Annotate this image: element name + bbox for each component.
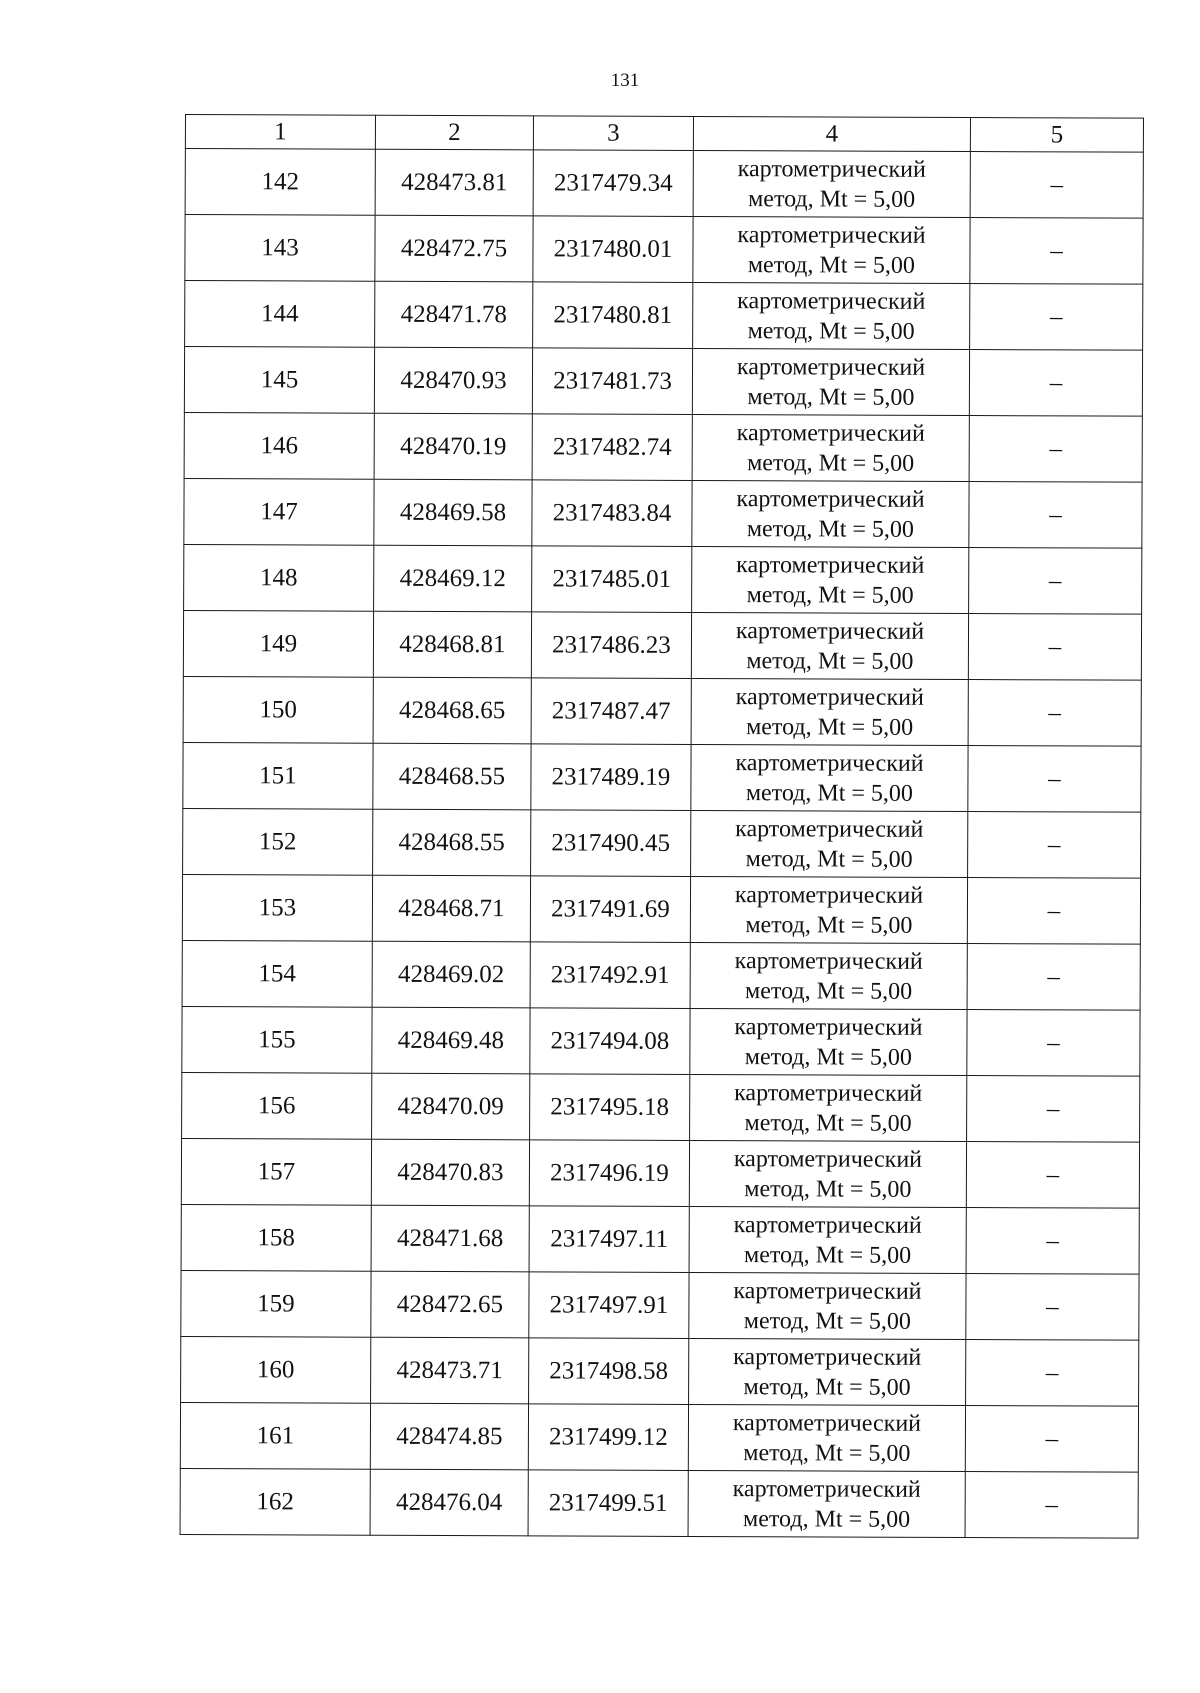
method-line-1: картометрический [736,419,925,447]
method-line-1: картометрический [733,1211,922,1239]
point-number-cell: 150 [183,676,373,743]
x-coordinate-cell: 428476.04 [370,1469,528,1536]
x-coordinate-cell: 428468.65 [373,677,531,744]
note-cell: – [968,812,1141,879]
method-cell [688,1404,965,1471]
y-coordinate-cell: 2317499.51 [528,1470,688,1537]
method-line-2: метод, Mt = 5,00 [745,977,913,1005]
point-number-cell: 148 [184,544,374,611]
method-line-2: метод, Mt = 5,00 [748,185,916,213]
x-coordinate-cell: 428472.65 [371,1271,529,1338]
y-coordinate-cell: 2317497.91 [529,1272,689,1339]
method-cell [691,612,968,679]
method-line-1: картометрический [734,1079,923,1107]
x-coordinate-cell: 428469.02 [372,941,530,1008]
method-line-2: метод, Mt = 5,00 [747,317,915,345]
method-cell [688,1470,965,1537]
point-number-cell: 155 [182,1006,372,1073]
header-row [185,115,1143,153]
method-cell [690,942,967,1009]
point-number-cell: 161 [180,1402,370,1469]
method-cell [693,282,970,349]
method-line-2: метод, Mt = 5,00 [745,911,913,939]
x-coordinate-cell: 428471.68 [371,1205,529,1272]
table-row [184,478,1142,548]
point-number-cell: 152 [183,808,373,875]
method-line-2: метод, Mt = 5,00 [745,845,913,873]
point-number-cell: 151 [183,742,373,809]
x-coordinate-cell: 428471.78 [375,281,533,348]
y-coordinate-cell: 2317497.11 [529,1206,689,1273]
method-cell [689,1338,966,1405]
method-cell [692,546,969,613]
table-row [181,1138,1139,1208]
y-coordinate-cell: 2317495.18 [530,1074,690,1141]
method-line-2: метод, Mt = 5,00 [744,1109,912,1137]
table-row [185,149,1143,219]
note-cell: – [969,548,1142,615]
note-cell: – [968,746,1141,813]
note-cell: – [965,1406,1138,1473]
page-number: 131 [610,70,640,91]
method-line-1: картометрический [737,221,926,249]
method-line-1: картометрический [734,1013,923,1041]
method-line-2: метод, Mt = 5,00 [747,449,915,477]
method-line-2: метод, Mt = 5,00 [747,383,915,411]
method-line-2: метод, Mt = 5,00 [746,515,914,543]
y-coordinate-cell: 2317491.69 [530,876,690,943]
note-cell: – [967,944,1140,1011]
y-coordinate-cell: 2317480.81 [533,282,693,349]
method-line-1: картометрический [735,815,924,843]
table-row [182,1072,1140,1142]
x-coordinate-cell: 428469.48 [372,1007,530,1074]
method-cell [691,810,968,877]
y-coordinate-cell: 2317481.73 [532,348,692,415]
table-row [185,281,1143,351]
note-cell: – [970,284,1143,351]
method-line-1: картометрический [737,155,926,183]
method-cell [689,1272,966,1339]
point-number-cell: 154 [182,940,372,1007]
point-number-cell: 144 [185,281,375,348]
method-cell [692,414,969,481]
method-line-2: метод, Mt = 5,00 [743,1505,911,1533]
method-line-1: картометрический [733,1343,922,1371]
point-number-cell: 145 [184,347,374,414]
x-coordinate-cell: 428468.55 [373,743,531,810]
note-cell: – [966,1208,1139,1275]
point-number-cell: 162 [180,1468,370,1535]
point-number-cell: 157 [181,1138,371,1205]
method-line-1: картометрический [735,617,925,645]
table-row [183,610,1141,680]
x-coordinate-cell: 428468.55 [373,809,531,876]
table-row [182,940,1140,1010]
method-line-2: метод, Mt = 5,00 [744,1043,912,1071]
method-cell [692,480,969,547]
method-line-1: картометрический [737,287,926,315]
x-coordinate-cell: 428470.93 [374,347,532,414]
point-number-cell: 146 [184,412,374,479]
method-cell [690,1074,967,1141]
x-coordinate-cell: 428468.81 [373,611,531,678]
method-line-1: картометрический [734,947,923,975]
table-row [182,874,1140,944]
y-coordinate-cell: 2317487.47 [531,678,691,745]
note-cell: – [969,482,1142,549]
method-line-2: метод, Mt = 5,00 [743,1373,911,1401]
table-body [180,149,1143,1539]
point-number-cell: 159 [181,1270,371,1337]
y-coordinate-cell: 2317485.01 [532,546,692,613]
x-coordinate-cell: 428472.75 [375,215,533,282]
y-coordinate-cell: 2317482.74 [532,414,692,481]
method-line-1: картометрический [736,551,925,579]
point-number-cell: 142 [185,149,375,216]
method-cell [693,150,970,217]
point-number-cell: 153 [182,874,372,941]
x-coordinate-cell: 428474.85 [370,1403,528,1470]
table-row [181,1204,1139,1274]
point-number-cell: 158 [181,1204,371,1271]
note-cell: – [967,878,1140,945]
header-col-4: 4 [693,116,970,151]
y-coordinate-cell: 2317489.19 [531,744,691,811]
note-cell: – [970,152,1143,219]
coordinates-table [180,114,1144,1539]
x-coordinate-cell: 428473.71 [371,1337,529,1404]
note-cell: – [966,1274,1139,1341]
method-line-2: метод, Mt = 5,00 [744,1175,912,1203]
table-row [183,676,1141,746]
header-col-2: 2 [375,115,533,150]
method-line-1: картометрический [733,1145,923,1173]
method-cell [689,1140,966,1207]
table-row [183,808,1141,878]
note-cell: – [966,1340,1139,1407]
method-line-1: картометрический [735,683,924,711]
note-cell: – [965,1472,1138,1539]
y-coordinate-cell: 2317499.12 [528,1404,688,1471]
y-coordinate-cell: 2317486.23 [531,612,691,679]
point-number-cell: 143 [185,215,375,282]
header-col-5: 5 [970,118,1143,153]
y-coordinate-cell: 2317483.84 [532,480,692,547]
method-line-1: картометрический [732,1409,922,1437]
note-cell: – [967,1010,1140,1077]
header-col-3: 3 [533,116,693,151]
method-cell [692,348,969,415]
table-row [184,412,1142,482]
table-row [184,544,1142,614]
method-cell [691,678,968,745]
note-cell: – [968,614,1141,681]
table-row [180,1468,1138,1538]
note-cell: – [967,1076,1140,1143]
method-line-2: метод, Mt = 5,00 [743,1307,911,1335]
point-number-cell: 147 [184,478,374,545]
x-coordinate-cell: 428468.71 [372,875,530,942]
method-line-1: картометрический [736,353,926,381]
note-cell: – [966,1142,1139,1209]
method-line-1: картометрический [735,749,924,777]
note-cell: – [968,680,1141,747]
method-cell [690,876,967,943]
x-coordinate-cell: 428469.12 [374,545,532,612]
x-coordinate-cell: 428470.19 [374,413,532,480]
table-row [184,347,1142,417]
table-row [185,215,1143,285]
method-line-1: картометрический [734,881,924,909]
method-line-2: метод, Mt = 5,00 [746,581,914,609]
method-line-2: метод, Mt = 5,00 [746,647,914,675]
method-line-1: картометрический [733,1277,922,1305]
note-cell: – [969,350,1142,417]
y-coordinate-cell: 2317480.01 [533,216,693,283]
table-row [181,1270,1139,1340]
method-line-1: картометрический [736,485,925,513]
x-coordinate-cell: 428473.81 [375,149,533,216]
method-line-2: метод, Mt = 5,00 [747,251,916,279]
point-number-cell: 156 [182,1072,372,1139]
method-cell [691,744,968,811]
point-number-cell: 160 [181,1336,371,1403]
method-cell [693,216,970,283]
method-line-1: картометрический [732,1475,921,1503]
table-row [181,1336,1139,1406]
y-coordinate-cell: 2317496.19 [529,1140,689,1207]
table-row [182,1006,1140,1076]
y-coordinate-cell: 2317479.34 [533,150,693,217]
table-row [180,1402,1138,1472]
y-coordinate-cell: 2317494.08 [530,1008,690,1075]
method-line-2: метод, Mt = 5,00 [743,1439,911,1467]
method-cell [689,1206,966,1273]
note-cell: – [969,416,1142,483]
y-coordinate-cell: 2317490.45 [531,810,691,877]
x-coordinate-cell: 428470.83 [371,1139,529,1206]
x-coordinate-cell: 428470.09 [372,1073,530,1140]
note-cell: – [970,218,1143,285]
x-coordinate-cell: 428469.58 [374,479,532,546]
y-coordinate-cell: 2317492.91 [530,942,690,1009]
method-cell [690,1008,967,1075]
y-coordinate-cell: 2317498.58 [529,1338,689,1405]
header-col-1: 1 [185,115,375,150]
method-line-2: метод, Mt = 5,00 [745,779,913,807]
method-line-2: метод, Mt = 5,00 [744,1241,912,1269]
table-row [183,742,1141,812]
point-number-cell: 149 [183,610,373,677]
method-line-2: метод, Mt = 5,00 [746,713,914,741]
